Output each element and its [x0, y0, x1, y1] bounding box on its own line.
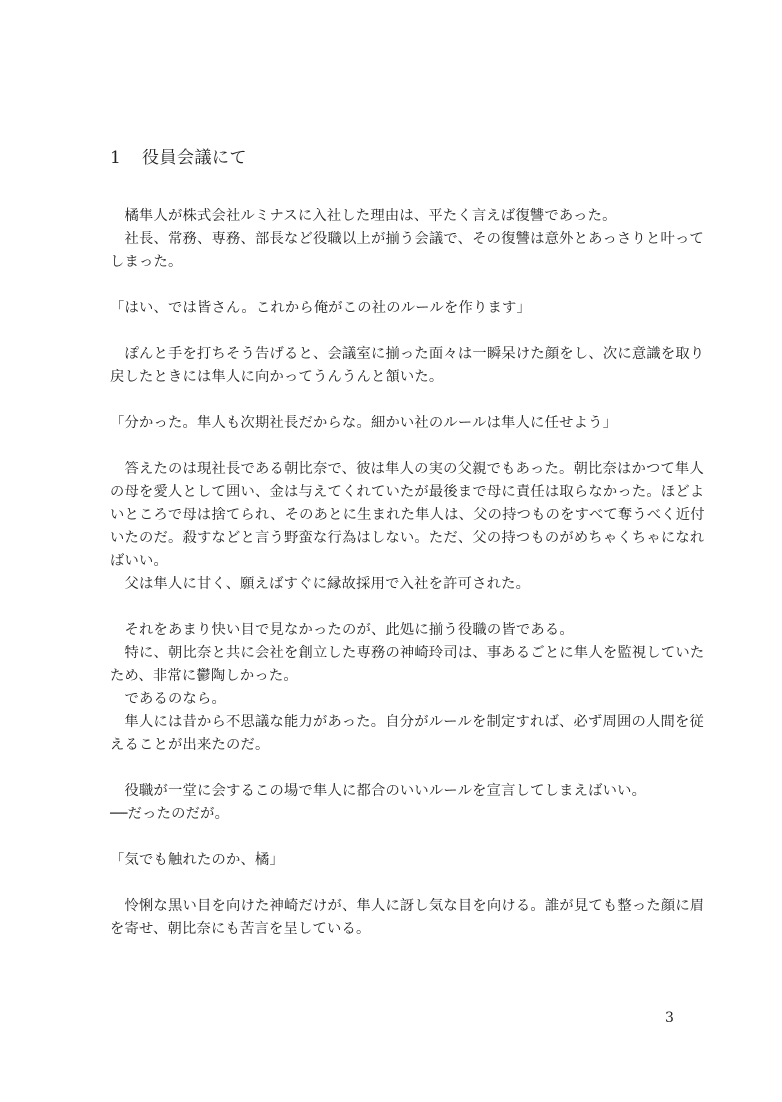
text-line: を寄せ、朝比奈にも苦言を呈している。: [110, 921, 371, 937]
text-line: 役職が一堂に会するこの場で隼人に都合のいいルールを宣言してしまえばいい。: [110, 783, 647, 799]
chapter-number: 1: [110, 148, 122, 168]
blank-line: [110, 872, 682, 895]
text-line: えることが出来たのだ。: [110, 737, 270, 753]
text-line: 隼人には昔から不思議な能力があった。自分がルールを制定すれば、必ず周囲の人間を従: [110, 714, 704, 730]
page-number: 3: [665, 1010, 674, 1026]
text-line: 橘隼人が株式会社ルミナスに入社した理由は、平たく言えば復讐であった。: [110, 208, 617, 224]
text-line: 戻したときには隼人に向かってうんうんと頷いた。: [110, 369, 444, 385]
text-line: いたのだ。殺すなどと言う野蛮な行為はしない。ただ、父の持つものがめちゃくちゃになれ: [110, 530, 705, 546]
text-line: 特に、朝比奈と共に会社を創立した専務の神崎玲司は、事あるごとに隼人を監視していた: [110, 645, 705, 661]
blank-line: [110, 757, 682, 780]
body-text: [110, 205, 705, 941]
text-line: いところで母は捨てられ、そのあとに生まれた隼人は、父の持つものをすべて奪うべく近付: [110, 507, 705, 523]
text-line: ぽんと手を打ちそう告げると、会議室に揃った面々は一瞬呆けた顔をし、次に意識を取り: [110, 346, 705, 362]
text-line: ため、非常に鬱陶しかった。: [110, 668, 298, 684]
blank-line: [110, 826, 682, 849]
text-line: 答えたのは現社長である朝比奈で、彼は隼人の実の父親でもあった。朝比奈はかつて隼人: [110, 461, 704, 477]
blank-line: [110, 389, 682, 412]
text-line: 「分かった。隼人も次期社長だからな。細かい社のルールは隼人に任せよう」: [110, 415, 618, 431]
blank-line: [110, 596, 682, 619]
text-line: ──だったのだが。: [110, 806, 230, 822]
blank-line: [110, 320, 682, 343]
text-line: 社長、常務、専務、部長など役職以上が揃う会議で、その復讐は意外とあっさりと叶って: [110, 231, 704, 247]
text-line: 怜悧な黒い目を向けた神崎だけが、隼人に訝し気な目を向ける。誰が見ても整った顔に眉: [110, 898, 705, 914]
text-line: 「はい、では皆さん。これから俺がこの社のルールを作ります」: [110, 300, 531, 316]
text-line: しまった。: [110, 254, 183, 270]
text-line: ばいい。: [110, 553, 168, 569]
blank-line: [110, 274, 682, 297]
chapter-heading: [110, 143, 247, 168]
text-line: 父は隼人に甘く、願えばすぐに縁故採用で入社を許可された。: [110, 576, 531, 592]
text-line: それをあまり快い目で見なかったのが、此処に揃う役職の皆である。: [110, 622, 574, 638]
text-line: 「気でも触れたのか、橘」: [110, 852, 284, 868]
chapter-title: 役員会議にて: [142, 148, 247, 168]
text-line: の母を愛人として囲い、金は与えてくれていたが最後まで母に責任は取らなかった。ほどよ: [110, 484, 705, 500]
blank-line: [110, 435, 682, 458]
text-line: であるのなら。: [110, 691, 226, 707]
